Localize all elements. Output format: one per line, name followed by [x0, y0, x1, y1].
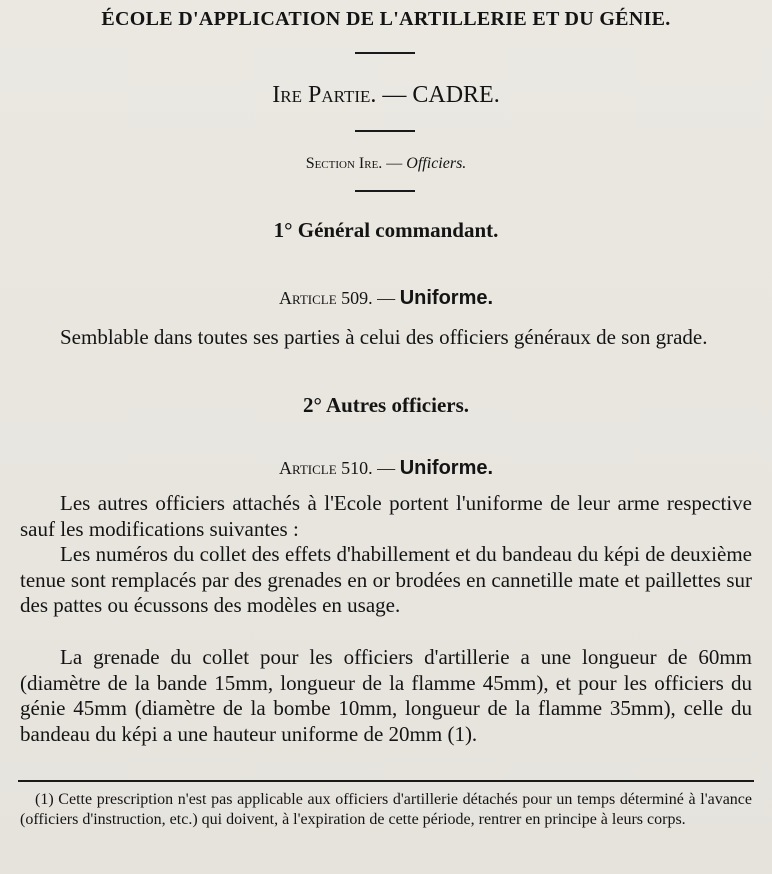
section-subtitle: Officiers. [406, 155, 467, 172]
article-510-subject: Uniforme. [399, 457, 494, 479]
section-title [0, 155, 772, 173]
article-509-subject: Uniforme. [399, 287, 494, 309]
heading-general-commandant: 1° Général commandant. [273, 218, 499, 242]
heading-autres-officiers: 2° Autres officiers. [302, 393, 470, 417]
paragraph-510-3: La grenade du collet pour les officiers d'artillerie a une longueur de 60mm (diamètre de la bande 15mm, longueur de la flamme 45mm), et pour les officiers du génie 45mm (diamètre de la bombe 10mm, longueur de la flamme 35mm), celle du bandeau du képi a une hauteur uniforme de 20mm (1). [20, 645, 752, 746]
article-510-label: Article 510. — [278, 458, 400, 478]
footnote: (1) Cette prescription n'est pas applicable aux officiers d'artillerie détachés pour un temps déterminé à l'avance (officiers d'instruction, etc.) qui doivent, à l'expiration de cette période, rentrer en principe à leurs corps. [20, 791, 752, 828]
partie-divider [355, 130, 415, 132]
article-509-label: Article 509. — [278, 288, 400, 308]
paragraph-510-2: Les numéros du collet des effets d'habillement et du bandeau du képi de deuxième tenue sont remplacés par des grenades en or brodées en cannetille mate et paillettes sur des pattes ou écussons des modèles en usage. [20, 542, 752, 617]
paragraph-510-1: Les autres officiers attachés à l'Ecole portent l'uniforme de leur arme respective sauf les modifications suivantes : [20, 491, 752, 541]
footnote-divider [18, 780, 754, 782]
article-509-title [0, 287, 772, 310]
paragraph-509-1: Semblable dans toutes ses parties à celui des officiers généraux de son grade. [60, 325, 708, 349]
page-header: ÉCOLE D'APPLICATION DE L'ARTILLERIE ET DU GÉNIE. [101, 8, 671, 30]
section-divider [355, 190, 415, 192]
header-divider [355, 52, 415, 54]
section-label: Section Ire. — [305, 155, 407, 172]
article-510-title [0, 457, 772, 480]
partie-title: Ire Partie. — CADRE. [272, 82, 500, 108]
